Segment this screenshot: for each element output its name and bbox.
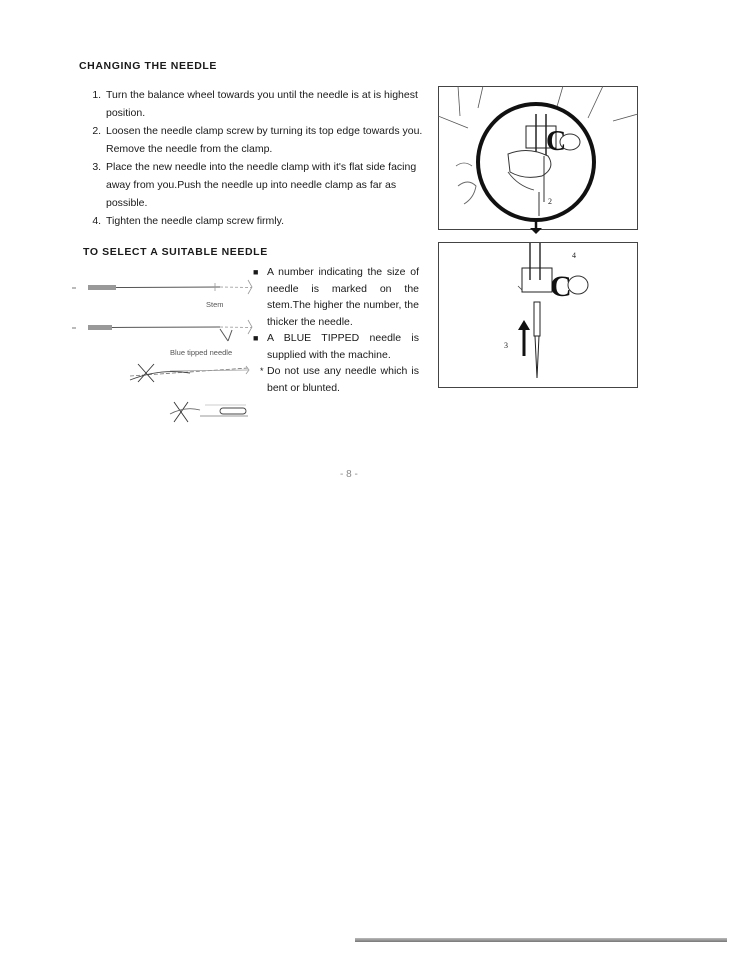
- needle-change-steps: [76, 86, 434, 230]
- bullet-marker: ■: [253, 333, 259, 343]
- blue-tipped-needle-label: Blue tipped needle: [170, 348, 233, 357]
- note-size-number: [253, 264, 419, 330]
- callout-3: 3: [504, 341, 508, 350]
- section-heading-changing-needle: CHANGING THE NEEDLE: [79, 60, 217, 72]
- needle-notes: [253, 264, 419, 396]
- svg-text:C: C: [546, 126, 567, 157]
- svg-text:C: C: [550, 270, 572, 303]
- needle-insertion-illustration: [438, 230, 638, 390]
- step-4: 4. Tighten the needle clamp screw firmly.: [104, 212, 434, 230]
- callout-4: 4: [572, 251, 576, 260]
- note-text: A number indicating the size of needle is marked on the stem.The higher the number, the thicker the needle.: [267, 266, 419, 328]
- note-bent-needle: [253, 363, 419, 396]
- step-2: 2. Loosen the needle clamp screw by turning its top edge towards you. Remove the needle from the clamp.: [104, 122, 434, 158]
- section-heading-select-needle: TO SELECT A SUITABLE NEEDLE: [83, 246, 268, 258]
- note-text: A BLUE TIPPED needle is supplied with the machine.: [267, 332, 419, 361]
- callout-2: 2: [548, 197, 552, 206]
- step-1: 1. Turn the balance wheel towards you until the needle is at is highest position.: [104, 86, 434, 122]
- asterisk-marker: *: [260, 366, 264, 376]
- stem-label: Stem: [206, 300, 224, 309]
- bottom-rule: [355, 938, 727, 942]
- step-3: 3. Place the new needle into the needle clamp with it's flat side facing away from you.Push the needle up into needle clamp as far as possible.: [104, 158, 434, 212]
- note-text: Do not use any needle which is bent or blunted.: [267, 365, 419, 394]
- page-number: - 8 -: [340, 469, 358, 480]
- bullet-marker: ■: [253, 267, 259, 277]
- needle-clamp-closeup-illustration: [438, 86, 638, 234]
- note-blue-tipped: [253, 330, 419, 363]
